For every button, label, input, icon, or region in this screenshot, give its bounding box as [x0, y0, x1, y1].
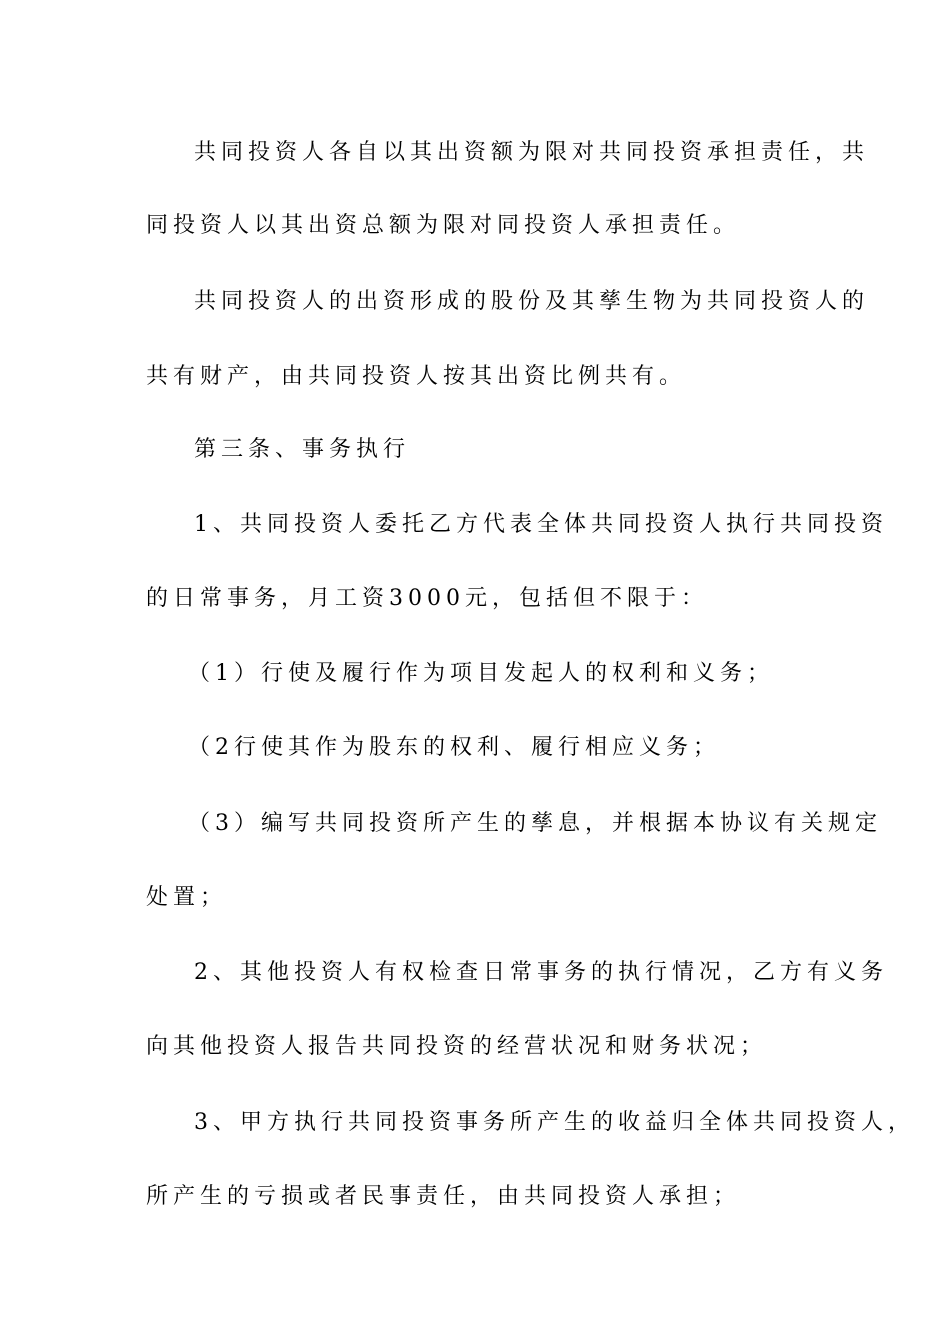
subclause-3-line-1: （3）编写共同投资所产生的孳息，并根据本协议有关规定 — [188, 811, 882, 836]
subclause-3-line-2: 处置； — [146, 885, 228, 910]
paragraph-liability-line-2: 同投资人以其出资总额为限对同投资人承担责任。 — [146, 213, 741, 238]
subclause-2: （2行使其作为股东的权利、履行相应义务； — [188, 735, 720, 760]
paragraph-property-line-1: 共同投资人的出资形成的股份及其孳生物为共同投资人的 — [194, 289, 870, 314]
clause-3-line-1: 3、甲方执行共同投资事务所产生的收益归全体共同投资人， — [194, 1110, 915, 1135]
article-three-heading: 第三条、事务执行 — [194, 437, 411, 462]
clause-2-line-1: 2、其他投资人有权检查日常事务的执行情况，乙方有义务 — [194, 960, 888, 985]
clause-1-line-2: 的日常事务，月工资3000元，包括但不限于： — [146, 586, 708, 611]
clause-2-line-2: 向其他投资人报告共同投资的经营状况和财务状况； — [146, 1034, 768, 1059]
subclause-1: （1）行使及履行作为项目发起人的权利和义务； — [188, 661, 774, 686]
clause-3-line-2: 所产生的亏损或者民事责任，由共同投资人承担； — [146, 1184, 741, 1209]
paragraph-property-line-2: 共有财产，由共同投资人按其出资比例共有。 — [146, 364, 687, 389]
clause-1-line-1: 1、共同投资人委托乙方代表全体共同投资人执行共同投资 — [194, 512, 888, 537]
paragraph-liability-line-1: 共同投资人各自以其出资额为限对共同投资承担责任，共 — [194, 140, 870, 165]
